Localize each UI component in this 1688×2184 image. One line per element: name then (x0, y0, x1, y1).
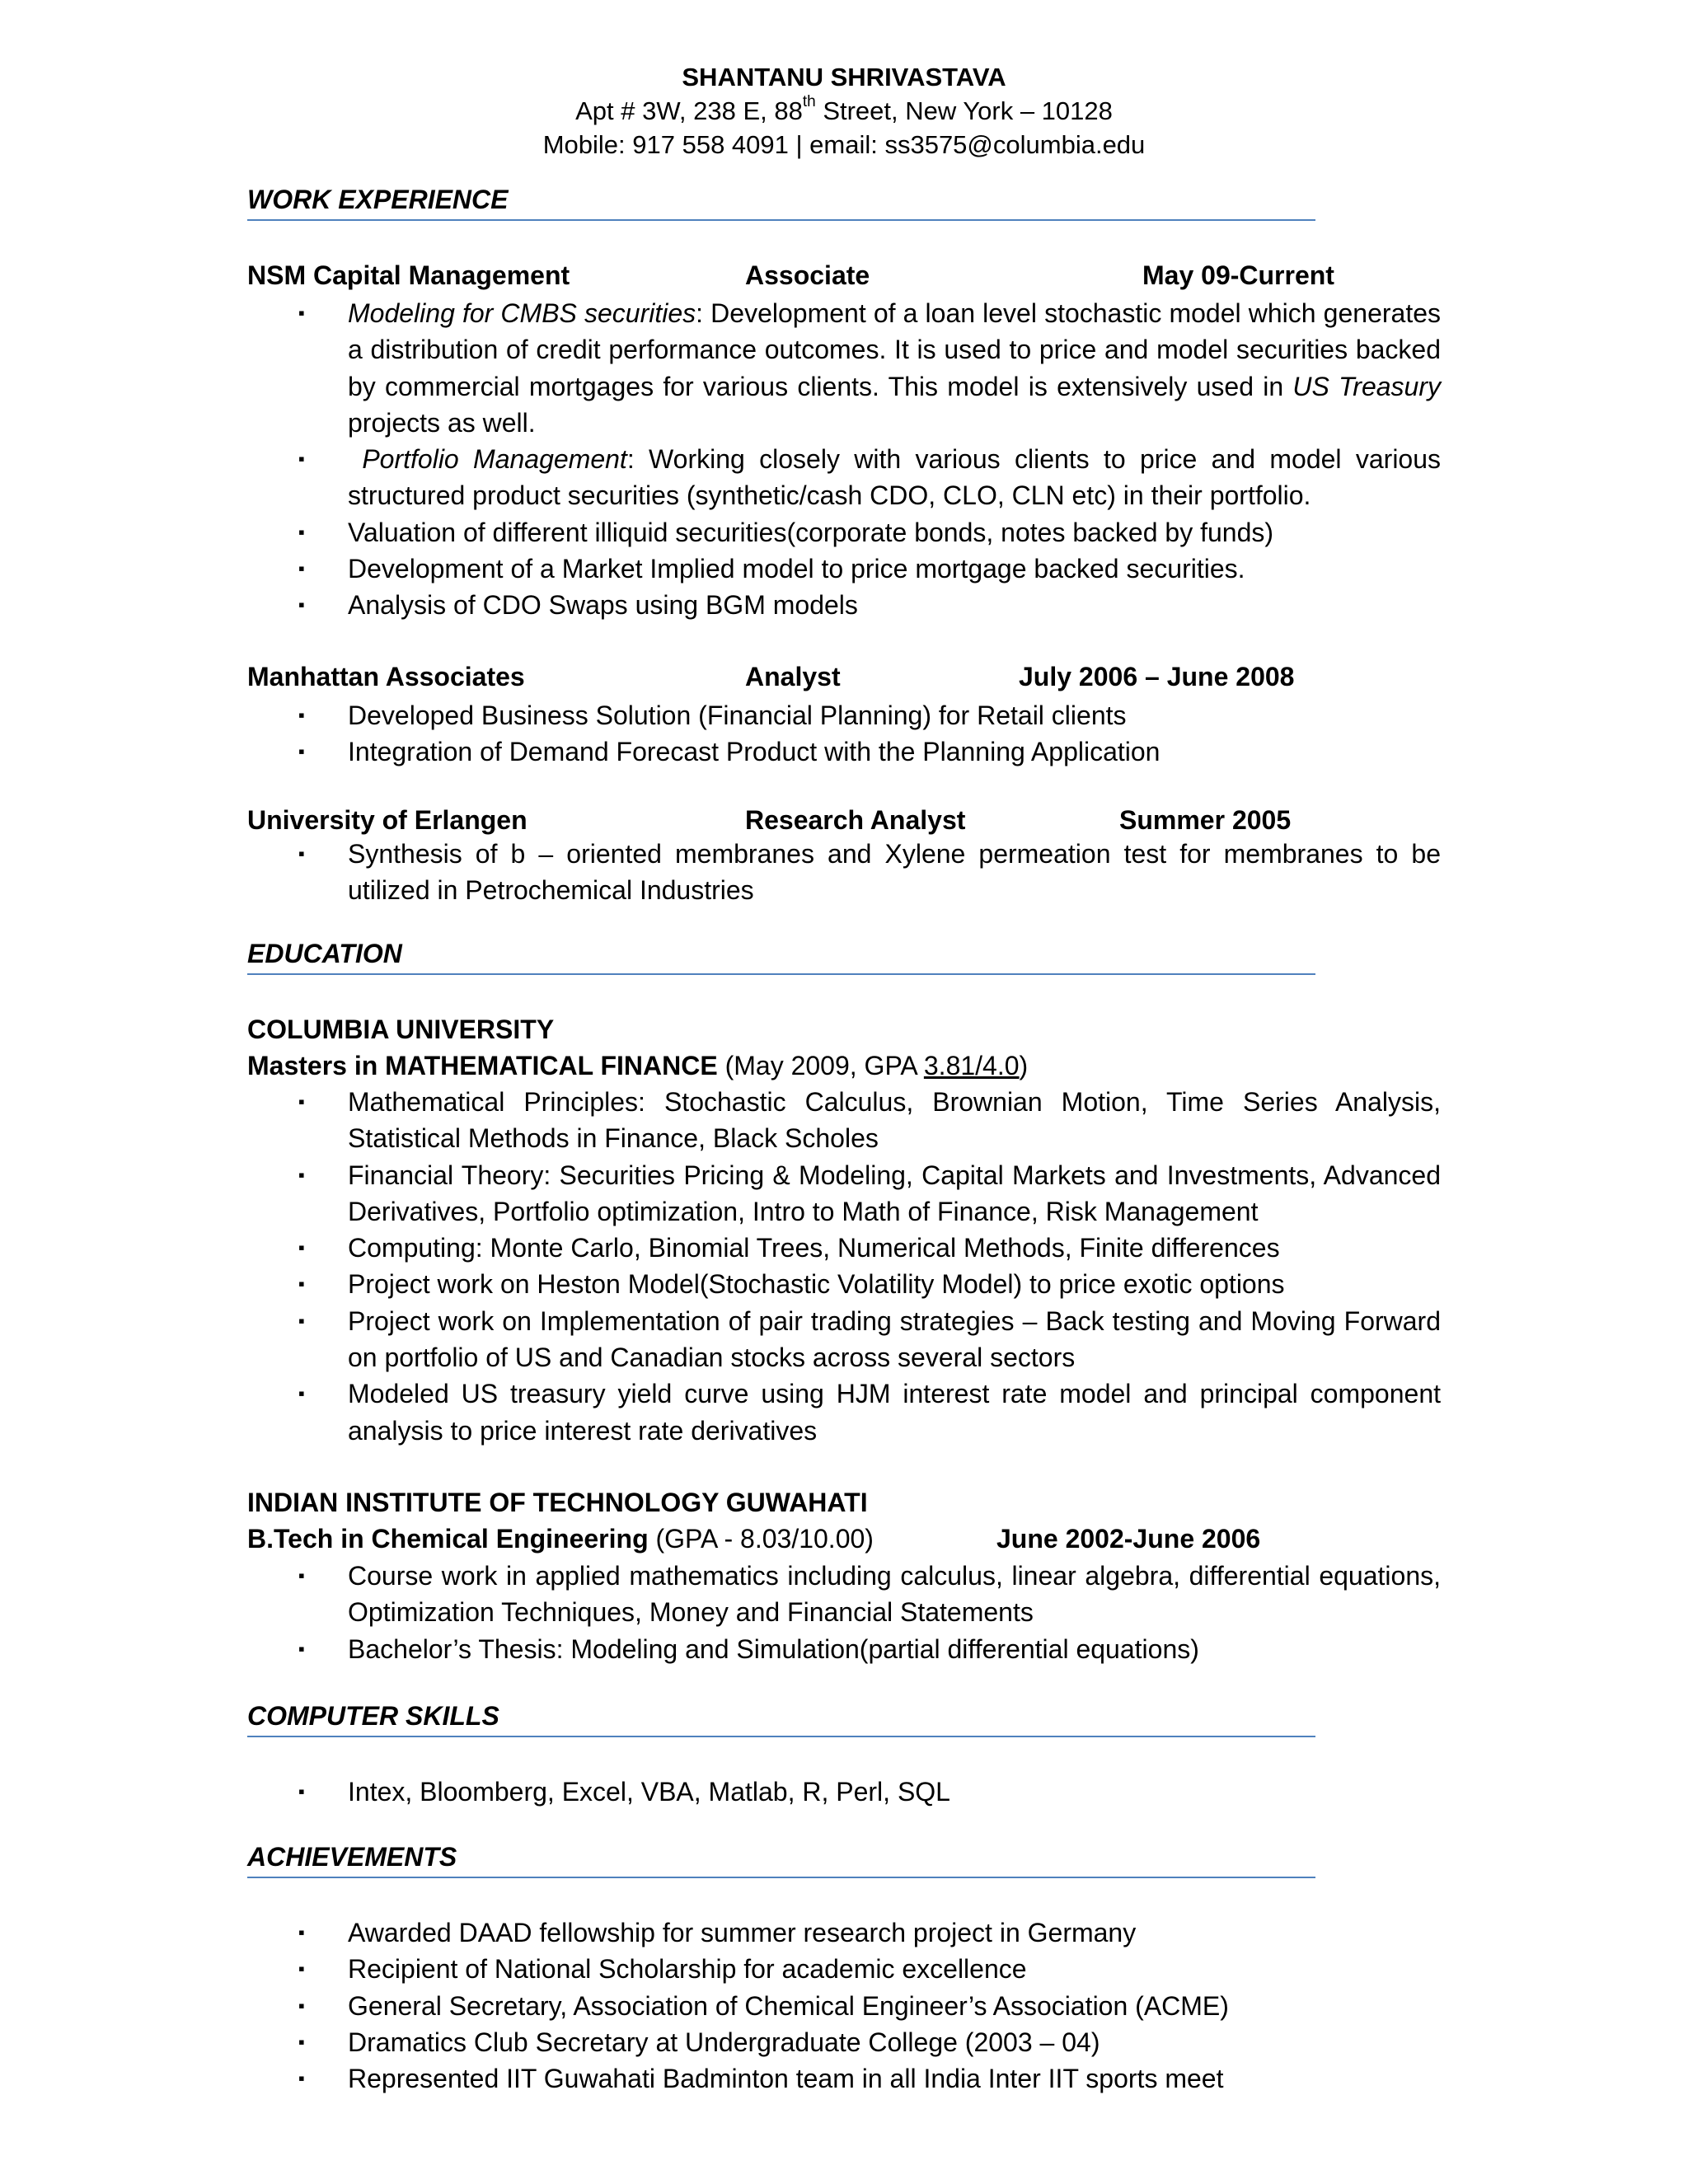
school-name: INDIAN INSTITUTE OF TECHNOLOGY GUWAHATI (247, 1488, 868, 1517)
list-item (247, 551, 1441, 587)
contact-line: Mobile: 917 558 4091 | email: ss3575@columbia.edu (542, 130, 1146, 159)
bullet-emphasis: US Treasury (1292, 371, 1442, 401)
list-item (247, 697, 1441, 733)
degree-dates: June 2002-June 2006 (996, 1524, 1261, 1554)
education-bullet-list (247, 1558, 1441, 1667)
section-achievements: ACHIEVEMENTS (247, 1840, 1315, 1878)
bullet-lead: Modeling for CMBS securities (348, 298, 696, 328)
bullet-icon: ▪ (298, 1958, 305, 1980)
degree-detail: (GPA - 8.03/10.00) (648, 1524, 874, 1554)
bullet-text: Mathematical Principles: Stochastic Calculus, Brownian Motion, Time Series Analysis, Statistical Methods in Finance, Black Scholes (348, 1087, 1441, 1154)
list-item (247, 2060, 1441, 2097)
list-item (247, 1558, 1441, 1631)
school-name: COLUMBIA UNIVERSITY (247, 1015, 555, 1044)
bullet-text: Valuation of different illiquid securities(corporate bonds, notes backed by funds) (348, 517, 1274, 547)
bullet-icon: ▪ (298, 558, 305, 579)
candidate-name: SHANTANU SHRIVASTAVA (682, 63, 1006, 91)
bullet-text: Awarded DAAD fellowship for summer research project in Germany (348, 1918, 1137, 1947)
list-item (247, 1376, 1441, 1449)
bullet-text: Represented IIT Guwahati Badminton team in all India Inter IIT sports meet (348, 2064, 1224, 2094)
address-line (0, 94, 1688, 128)
bullet-icon: ▪ (298, 1310, 305, 1331)
job-company: Manhattan Associates (247, 662, 525, 691)
address-city: Street, New York – 10128 (815, 96, 1113, 125)
bullet-tail: projects as well. (348, 407, 536, 438)
list-item (247, 1774, 1441, 1810)
bullet-icon: ▪ (298, 448, 305, 470)
bullet-text: Financial Theory: Securities Pricing & Modeling, Capital Markets and Investments, Advanced Derivatives, Portfolio optimization, Intro to Math of Finance, Risk Management (348, 1160, 1441, 1226)
bullet-icon: ▪ (298, 1273, 305, 1295)
list-item (247, 295, 1441, 441)
list-item (247, 1631, 1441, 1667)
bullet-icon: ▪ (298, 741, 305, 762)
job-bullet-list (247, 836, 1441, 909)
job-role: Research Analyst (745, 805, 966, 835)
resume-header (0, 61, 1688, 162)
bullet-icon: ▪ (298, 705, 305, 725)
bullet-icon: ▪ (298, 1638, 305, 1659)
bullet-text: Course work in applied mathematics including calculus, linear algebra, differential equations, Optimization Techniques, Money and Financial Statements (348, 1561, 1441, 1628)
address-ordinal-suffix: th (802, 93, 816, 110)
bullet-text: General Secretary, Association of Chemical Engineer’s Association (ACME) (348, 1990, 1229, 2021)
bullet-text: Computing: Monte Carlo, Binomial Trees, Numerical Methods, Finite differences (348, 1233, 1280, 1263)
list-item (247, 1915, 1441, 1951)
job-dates: Summer 2005 (1119, 805, 1292, 835)
bullet-lead: Portfolio Management (362, 444, 627, 475)
list-item (247, 1084, 1441, 1157)
bullet-icon: ▪ (298, 2068, 305, 2089)
list-item (247, 1303, 1441, 1376)
address-street: Apt # 3W, 238 E, 88 (575, 96, 803, 125)
bullet-icon: ▪ (298, 1164, 305, 1185)
bullet-icon: ▪ (298, 1383, 305, 1404)
list-item (247, 2024, 1441, 2060)
bullet-text: Intex, Bloomberg, Excel, VBA, Matlab, R, Perl, SQL (348, 1777, 950, 1807)
degree-detail-close: ) (1019, 1051, 1029, 1080)
bullet-icon: ▪ (298, 1091, 305, 1112)
bullet-text: : Development of a loan level stochastic model which generates a distribution of credit performance outcomes. It is used to price and model securities backed by commercial mortgages for various clients. This model is extensively used in (348, 298, 1441, 401)
list-item (247, 1988, 1441, 2024)
bullet-text: Developed Business Solution (Financial Planning) for Retail clients (348, 701, 1127, 730)
list-item (247, 1230, 1441, 1266)
list-item (247, 1266, 1441, 1302)
bullet-text: Modeled US treasury yield curve using HJM interest rate model and principal component analysis to price interest rate derivatives (348, 1379, 1441, 1446)
degree-line (247, 1521, 1319, 1557)
degree-line (247, 1047, 1028, 1084)
list-item (247, 733, 1441, 770)
bullet-text: Synthesis of b – oriented membranes and Xylene permeation test for membranes to be utilized in Petrochemical Industries (348, 839, 1441, 906)
bullet-icon: ▪ (298, 2031, 305, 2052)
bullet-text: Dramatics Club Secretary at Undergraduate College (2003 – 04) (348, 2027, 1100, 2057)
bullet-text: Development of a Market Implied model to price mortgage backed securities. (348, 554, 1245, 584)
bullet-icon: ▪ (298, 1922, 305, 1943)
bullet-icon: ▪ (298, 302, 305, 323)
bullet-text: Bachelor’s Thesis: Modeling and Simulation(partial differential equations) (348, 1633, 1199, 1664)
gpa-value: 3.81/4.0 (923, 1051, 1020, 1080)
education-bullet-list (247, 1084, 1441, 1449)
job-company: NSM Capital Management (247, 260, 570, 290)
list-item (247, 587, 1441, 623)
job-role: Analyst (745, 662, 841, 691)
section-education: EDUCATION (247, 937, 1315, 975)
list-item (247, 836, 1441, 909)
section-work-experience: WORK EXPERIENCE (247, 183, 1315, 221)
job-dates: May 09-Current (1142, 260, 1334, 290)
list-item (247, 1157, 1441, 1230)
bullet-text: Project work on Heston Model(Stochastic Volatility Model) to price exotic options (348, 1269, 1285, 1300)
degree-title: B.Tech in Chemical Engineering (247, 1524, 649, 1554)
bullet-icon: ▪ (298, 1237, 305, 1258)
achievements-bullet-list (247, 1915, 1441, 2097)
bullet-icon: ▪ (298, 1565, 305, 1586)
job-role: Associate (745, 260, 870, 290)
list-item (247, 441, 1441, 514)
bullet-icon: ▪ (298, 1994, 305, 2016)
bullet-icon: ▪ (298, 843, 305, 864)
list-item (247, 1951, 1441, 1987)
bullet-icon: ▪ (298, 594, 305, 616)
section-computer-skills: COMPUTER SKILLS (247, 1699, 1315, 1737)
job-company: University of Erlangen (247, 805, 528, 835)
list-item (247, 514, 1441, 551)
bullet-text: Integration of Demand Forecast Product with the Planning Application (348, 737, 1160, 767)
skills-bullet-list (247, 1774, 1441, 1810)
job-dates: July 2006 – June 2008 (1019, 662, 1295, 691)
bullet-icon: ▪ (298, 521, 305, 542)
degree-detail: (May 2009, GPA (717, 1051, 924, 1080)
bullet-text: Project work on Implementation of pair trading strategies – Back testing and Moving Forward on portfolio of US and Canadian stocks across several sectors (348, 1305, 1441, 1373)
degree-title: Masters in MATHEMATICAL FINANCE (247, 1051, 718, 1080)
job-bullet-list (247, 697, 1441, 771)
bullet-text: Recipient of National Scholarship for academic excellence (348, 1954, 1027, 1985)
bullet-text: : Working closely with various clients to price and model various structured product securities (synthetic/cash CDO, CLO, CLN etc) in their portfolio. (348, 444, 1442, 511)
bullet-icon: ▪ (298, 1781, 305, 1802)
bullet-text: Analysis of CDO Swaps using BGM models (348, 590, 858, 621)
job-bullet-list (247, 295, 1441, 624)
